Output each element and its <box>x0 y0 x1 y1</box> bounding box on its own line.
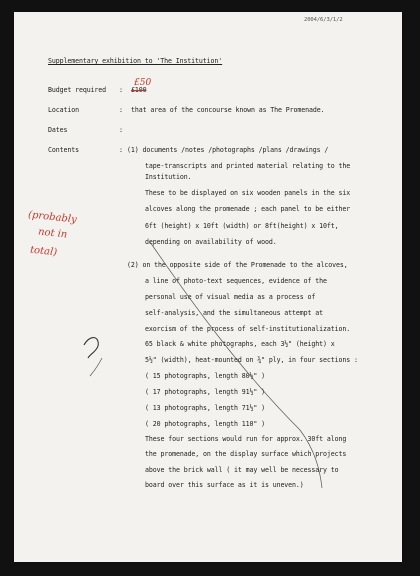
item1-line: tape-transcripts and printed material relating to the <box>145 162 351 170</box>
document-page <box>14 12 402 562</box>
dates-label: Dates <box>48 126 68 134</box>
item1-line: These to be displayed on six wooden panels in the six <box>145 189 351 197</box>
margin-note-line: (probably <box>27 209 78 226</box>
item2-line: (2) on the opposite side of the Promenade to the alcoves, <box>127 261 348 269</box>
item2-line: ( 20 photographs, length 110" ) <box>145 420 265 428</box>
dates-separator: : <box>119 126 123 134</box>
item1-line: depending on availability of wood. <box>145 238 277 246</box>
item2-line: ( 17 photographs, length 91½" ) <box>145 388 265 396</box>
item1-line: 6ft (height) x 10ft (width) or 8ft(height) x 10ft, <box>145 222 339 230</box>
item2-line: 5½" (width), heat-mounted on ¾" ply, in four sections : <box>145 356 358 364</box>
item1-line: Institution. <box>145 173 192 181</box>
item1-line: alcoves along the promenade ; each panel to be either <box>145 205 351 213</box>
item2-line: the promenade, on the display surface which projects <box>145 450 347 458</box>
budget-separator: : <box>119 86 123 94</box>
item2-line: above the brick wall ( it may well be necessary to <box>145 466 339 474</box>
item2-line: These four sections would run for approx. 30ft along <box>145 435 347 443</box>
item2-line: ( 15 photographs, length 80½" ) <box>145 372 265 380</box>
budget-label: Budget required <box>48 86 107 94</box>
contents-separator: : <box>119 146 123 154</box>
location-value: that area of the concourse known as The Promenade. <box>131 106 325 114</box>
item2-line: a line of photo-text sequences, evidence of the <box>145 277 327 285</box>
item2-line: exorcism of the process of self-institutionalization. <box>145 325 351 333</box>
item2-line: personal use of visual media as a process of <box>145 293 316 301</box>
item2-line: ( 13 photographs, length 71½" ) <box>145 404 265 412</box>
item1-line: (1) documents /notes /photographs /plans /drawings / <box>127 146 329 154</box>
margin-note-line: total) <box>29 244 58 259</box>
archive-reference: 2004/6/3/1/2 <box>304 17 343 23</box>
budget-value: £100 <box>131 86 147 94</box>
location-separator: : <box>119 106 123 114</box>
contents-label: Contents <box>48 146 79 154</box>
budget-handwritten-revision: £50 <box>134 78 152 88</box>
item2-line: board over this surface as it is uneven.) <box>145 481 304 489</box>
margin-note-line: not in <box>37 226 68 241</box>
item2-line: 65 black & white photographs, each 3½" (height) x <box>145 340 335 348</box>
item2-line: self-analysis, and the simultaneous attempt at <box>145 309 324 317</box>
document-title: Supplementary exhibition to 'The Institution' <box>48 57 223 65</box>
location-label: Location <box>48 106 79 114</box>
